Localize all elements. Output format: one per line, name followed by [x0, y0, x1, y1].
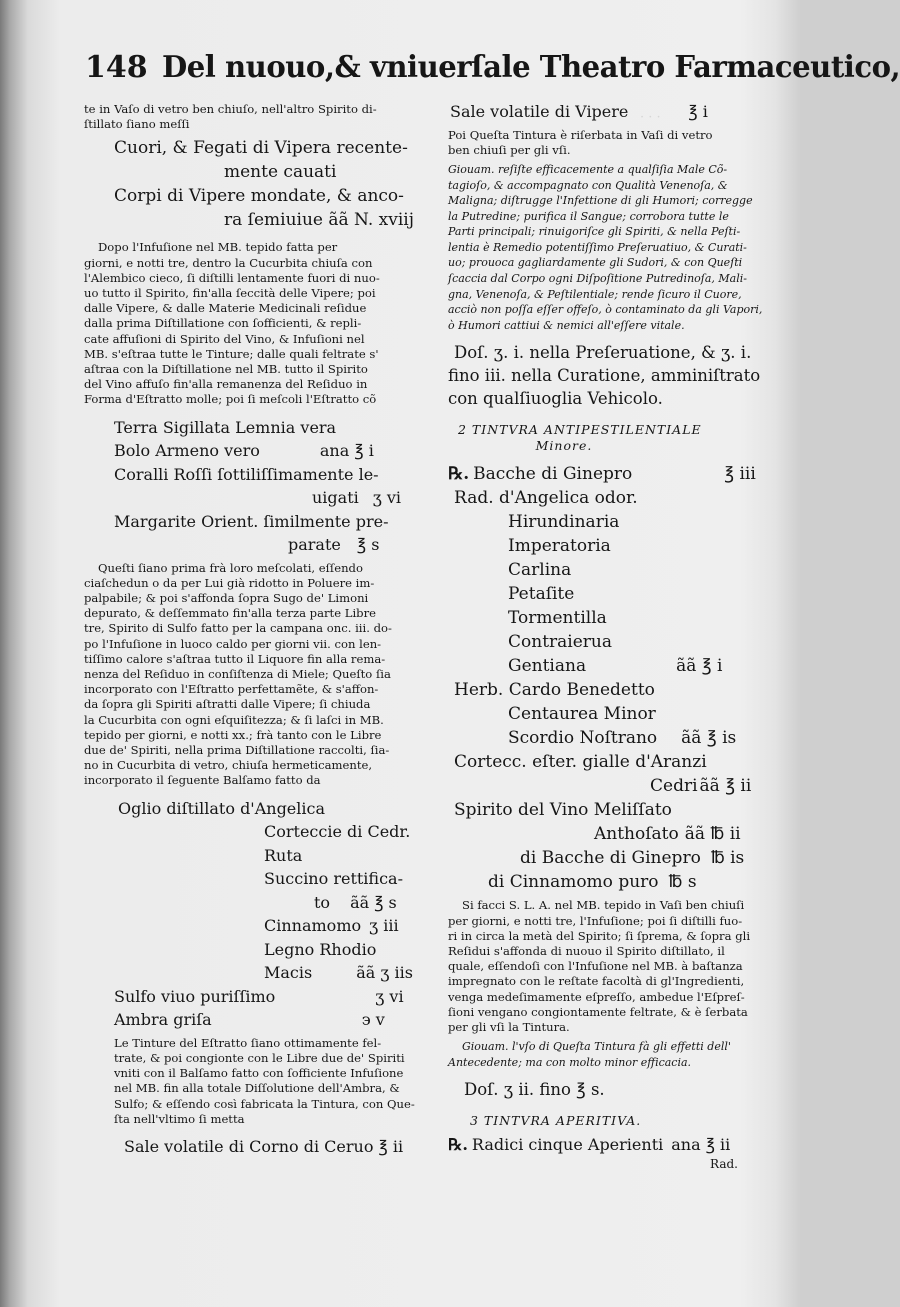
- text-line: te in Vaſo di vetro ben chiuſo, nell'altro Spirito di-: [84, 102, 377, 116]
- page-number: 148: [85, 50, 148, 85]
- ingredient-line: [448, 100, 770, 124]
- text-line: Si facci S. L. A. nel MB. tepido in Vaſi ben chiuſi: [462, 898, 745, 913]
- text-line: Poi Queſta Tintura è riſerbata in Vaſi di vetro: [448, 127, 713, 142]
- closing-ingredient-line: Sale volatile di Corno di Ceruo ℥ ii: [124, 1136, 404, 1156]
- text-line: con qualſiuoglia Vehicolo.: [448, 389, 663, 409]
- paragraph-infusion: [84, 240, 436, 407]
- ingredient-name: Legno Rhodio: [264, 939, 377, 959]
- left-intro: [84, 102, 436, 132]
- ingredient-list: [448, 462, 770, 894]
- ingredient-name: Cinnamomo: [264, 916, 362, 936]
- text-line: la Cucurbita con ogni eſquiſitezza; & ſi laſci in MB.: [84, 712, 384, 727]
- ingredient-amount: ãã ℥ i: [676, 656, 723, 677]
- ingredient-block-b: [84, 416, 436, 557]
- text-line: venga medeſimamente eſpreſſo, ambedue l'Eſpreſ-: [448, 989, 745, 1004]
- text-line: tagioſo, & accompagnato con Qualità Venenoſa, &: [448, 178, 728, 192]
- text-line: Giouam. reſiſte efficacemente a qualſiſia Male Cõ-: [448, 162, 728, 176]
- ingredient-amount: ana ℥ ii: [671, 1135, 731, 1155]
- text-line: uo tutto il Spirito, fin'alla ſeccità delle Vipere; poi: [84, 286, 376, 301]
- text-line: trate, & poi congionte con le Libre due de' Spiriti: [114, 1050, 405, 1065]
- section-title: 2 TINTVRA ANTIPESTILENTIALE: [458, 422, 702, 438]
- ingredient-line: [84, 844, 436, 868]
- running-title: Del nuouo,& vniuerſale Theatro Farmaceutico,: [161, 50, 900, 85]
- text-line: Forma d'Eſtratto molle; poi ſi meſcoli l'Eſtratto cõ: [84, 392, 377, 407]
- text-line: ſcaccia dal Corpo ogni Diſpoſitione Putredinoſa, Mali-: [448, 272, 747, 286]
- text-line: del Vino affuſo fin'alla remanenza del Reſiduo in: [84, 377, 368, 392]
- paragraph-usage: [448, 1039, 770, 1070]
- ingredient-line: [448, 798, 770, 822]
- ingredient-line: [84, 1008, 436, 1032]
- ingredient-line: [84, 891, 436, 915]
- text-line: tepido per giorni, e notti xx.; frà tanto con le Libre: [84, 727, 382, 742]
- ingredient-name: Bacche di Ginepro: [473, 464, 633, 485]
- ingredient-amount: ʒ vi: [375, 986, 404, 1006]
- text-line: cate affuſioni di Spirito del Vino, & Infuſioni nel: [84, 331, 365, 346]
- paragraph-tinctures: [84, 1036, 436, 1127]
- ingredient-line: [448, 510, 770, 534]
- text-line: tiſſimo calore s'aſtraa tutto il Liquore fin alla rema-: [84, 651, 386, 666]
- text-line: aſtraa con la Diſtillatione nel MB. tutto il Spirito: [84, 362, 368, 377]
- ingredient-amount: ℥ i: [688, 102, 708, 121]
- text-line: Antecedente; ma con molto minor efficacia.: [448, 1055, 692, 1069]
- ingredient-line: [448, 534, 770, 558]
- right-column: [448, 100, 770, 1172]
- ingredient-name: Sale volatile di Vipere: [450, 102, 629, 121]
- ingredient-name: Herb. Cardo Benedetto: [454, 680, 655, 701]
- ingredient-block-c: [84, 797, 436, 1032]
- text-line: ſioni vengano congiontamente feltrate, & è ſerbata: [448, 1004, 748, 1019]
- ingredient-name: di Bacche di Ginepro: [520, 848, 701, 869]
- ingredient-line: [448, 582, 770, 606]
- ingredient-line: mente cauati: [224, 162, 337, 183]
- page-header: [85, 50, 900, 100]
- ingredient-name: Terra Sigillata Lemnia vera: [114, 417, 337, 437]
- text-line: tre, Spirito di Sulfo fatto per la campana onc. iii. do-: [84, 621, 392, 636]
- text-line: MB. s'eſtraa tutte le Tinture; dalle quali feltrate s': [84, 346, 379, 361]
- paragraph-mixing: [84, 561, 436, 789]
- ingredient-name: Carlina: [508, 560, 572, 581]
- ingredient-line: [84, 416, 436, 440]
- ingredient-line: [84, 914, 436, 938]
- text-line: ri in circa la metà del Spirito; ſi ſprema, & ſopra gli: [448, 928, 751, 943]
- ingredient-line: ra ſemiuiue ãã N. xviij: [224, 210, 414, 231]
- ingredient-name: Macis: [264, 963, 313, 983]
- paragraph-benefits: [448, 162, 770, 334]
- text-line: acciò non poſſa eſſer offeſo, ò contaminato da gli Vapori,: [448, 303, 763, 317]
- ingredient-name: Ambra griſa: [114, 1010, 212, 1030]
- text-line: dalle Vipere, & dalle Materie Medicinali reſidue: [84, 301, 367, 316]
- text-line: ſtillato ſiano meſſi: [84, 117, 190, 132]
- recipe-symbol: ℞.: [448, 464, 470, 485]
- ingredient-line: [448, 630, 770, 654]
- ingredient-line: [84, 439, 436, 463]
- ingredient-amount: ℥ iii: [724, 464, 756, 485]
- ingredient-line: Corpi di Vipere mondate, & anco-: [114, 186, 404, 207]
- ingredient-line: [448, 846, 770, 870]
- ingredient-name: Corteccie di Cedr.: [264, 822, 411, 842]
- text-line: giorni, e notti tre, dentro la Cucurbita chiuſa con: [84, 255, 373, 270]
- ingredient-amount: ʒ vi: [372, 488, 402, 508]
- ingredient-amount: ϶ v: [361, 1010, 385, 1030]
- text-line: po l'Infuſione in luoco caldo per giorni vii. con len-: [84, 636, 382, 651]
- text-line: Dopo l'Infuſione nel MB. tepido fatta per: [98, 240, 338, 255]
- left-column: [84, 100, 436, 1158]
- ingredient-amount: ℔ is: [710, 848, 745, 869]
- text-line: impregnato con le reſtate facoltà di gl'Ingredienti,: [448, 974, 745, 989]
- ingredient-amount: ãã ℥ ii: [699, 776, 752, 797]
- ingredient-name: Succino rettifica-: [264, 869, 403, 889]
- ingredient-amount: ãã ʒ iis: [356, 963, 413, 983]
- ingredient-line: [448, 558, 770, 582]
- ingredient-amount: ãã ℔ ii: [684, 824, 741, 845]
- ingredient-line: [84, 463, 436, 487]
- ingredient-name: uigati: [312, 488, 359, 508]
- ingredient-line: [84, 961, 436, 985]
- text-line: gna, Venenoſa, & Peſtilentiale; rende ſicuro il Cuore,: [448, 287, 742, 301]
- ingredient-line: [448, 462, 770, 486]
- ingredient-line: [448, 1133, 770, 1157]
- ingredient-amount: ãã ℥ s: [350, 892, 397, 912]
- ingredient-name: parate: [288, 535, 341, 555]
- ingredient-amount: ãã ℥ is: [681, 728, 737, 749]
- text-line: vniti con il Balſamo fatto con ſofficiente Infuſione: [114, 1066, 404, 1081]
- ingredient-line: [84, 797, 436, 821]
- text-line: fino iii. nella Curatione, amminiſtrato: [448, 366, 761, 386]
- ingredient-line: [448, 822, 770, 846]
- catchword: Rad.: [710, 1156, 738, 1171]
- ingredient-name: Imperatoria: [508, 536, 611, 557]
- ingredient-line: [448, 654, 770, 678]
- ingredient-line: [84, 486, 436, 510]
- text-line: Sulfo; & eſſendo così fabricata la Tintura, con Que-: [114, 1096, 415, 1111]
- paragraph-preparation: [448, 898, 770, 1035]
- text-line: incorporato il ſeguente Balſamo fatto da: [84, 773, 321, 788]
- section-title: 3 TINTVRA APERITIVA.: [470, 1113, 642, 1129]
- ingredient-name: Anthoſato: [594, 824, 679, 845]
- text-line: quale, eſſendoſi con l'Infuſione nel MB. à baſtanza: [448, 959, 743, 974]
- text-line: ſta nell'vltimo ſi metta: [114, 1111, 245, 1126]
- text-line: da ſopra gli Spiriti aſtratti dalle Vipere; ſi chiuda: [84, 697, 371, 712]
- text-line: depurato, & deſſemmato fin'alla terza parte Libre: [84, 606, 376, 621]
- ingredient-line: [448, 774, 770, 798]
- ingredient-name: Spirito del Vino Meliſſato: [454, 800, 672, 821]
- ingredient-line: [448, 678, 770, 702]
- ingredient-amount: ℥ s: [356, 535, 380, 555]
- ingredient-line: [84, 985, 436, 1009]
- show-through-decoration: · · ·: [640, 110, 661, 125]
- dosage-block: [448, 341, 770, 410]
- ingredient-name: Sulfo viuo puriſſimo: [114, 986, 276, 1006]
- ingredient-line: [448, 606, 770, 630]
- text-line: nenza del Reſiduo in conſiſtenza di Miele; Queſto ſia: [84, 667, 391, 682]
- ingredient-name: Scordio Noſtrano: [508, 728, 658, 749]
- text-line: no in Cucurbita di vetro, chiuſa hermeticamente,: [84, 758, 373, 773]
- text-line: l'Alembico cieco, ſi diſtilli lentamente fuori di nuo-: [84, 270, 380, 285]
- ingredient-block-a: [84, 136, 436, 232]
- ingredient-line: [84, 938, 436, 962]
- text-line: Queſti ſiano prima frà loro meſcolati, eſſendo: [98, 560, 363, 575]
- text-line: incorporato con l'Eſtratto perfettamẽte, & s'affon-: [84, 682, 379, 697]
- text-line: Maligna; diſtrugge l'Infettione di gli Humori; corregge: [448, 194, 753, 208]
- text-line: per giorni, e notti tre, l'Infuſione; poi ſi diſtilli fuo-: [448, 913, 743, 928]
- ingredient-line: [84, 867, 436, 891]
- text-line: uo; prouoca gagliardamente gli Sudori, & con Queſti: [448, 256, 743, 270]
- text-line: ciaſchedun o da per Lui già ridotto in Poluere im-: [84, 575, 375, 590]
- ingredient-line: Cuori, & Fegati di Vipera recente-: [114, 138, 408, 159]
- ingredient-line: [448, 750, 770, 774]
- section-subtitle: Minore.: [535, 438, 593, 454]
- ingredient-amount: ana ℥ i: [319, 441, 374, 461]
- ingredient-name: Petaſite: [508, 584, 575, 605]
- paragraph-storage: [448, 128, 770, 158]
- recipe-symbol: ℞.: [448, 1135, 468, 1155]
- ingredient-name: Tormentilla: [508, 608, 607, 629]
- ingredient-name: Rad. d'Angelica odor.: [454, 488, 638, 509]
- ingredient-line: [84, 510, 436, 534]
- text-line: due de' Spiriti, nella prima Diſtillatione raccolti, ſia-: [84, 743, 390, 758]
- ingredient-name: Cedri: [650, 776, 698, 797]
- ingredient-line: [448, 702, 770, 726]
- ingredient-line: [84, 533, 436, 557]
- text-line: la Putredine; purifica il Sangue; corrobora tutte le: [448, 209, 729, 223]
- text-line: palpabile; & poi s'affonda ſopra Sugo de' Limoni: [84, 591, 369, 606]
- text-line: Parti principali; rinuigoriſce gli Spiriti, & nella Peſti-: [448, 225, 741, 239]
- text-line: Le Tinture del Eſtratto ſiano ottimamente fel-: [114, 1035, 382, 1050]
- text-line: ò Humori cattiui & nemici all'eſſere vitale.: [448, 318, 685, 332]
- text-line: nel MB. fin alla totale Diſſolutione dell'Ambra, &: [114, 1081, 400, 1096]
- text-line: dalla prima Diſtillatione con ſofficienti, & repli-: [84, 316, 362, 331]
- text-line: Reſidui s'affonda di nuouo il Spirito diſtillato, il: [448, 944, 725, 959]
- ingredient-line: [448, 870, 770, 894]
- text-line: ben chiuſi per gli vſi.: [448, 142, 571, 157]
- ingredient-amount: ℔ s: [668, 872, 697, 893]
- ingredient-name: to: [314, 892, 331, 912]
- ingredient-name: Oglio diſtillato d'Angelica: [118, 798, 326, 818]
- text-line: per gli vſi la Tintura.: [448, 1020, 570, 1035]
- ingredient-name: Cortecc. eſter. gialle d'Aranzi: [454, 752, 707, 773]
- ingredient-name: Ruta: [264, 845, 303, 865]
- ingredient-amount: ʒ iii: [369, 916, 399, 936]
- text-line: Giouam. l'vſo di Queſta Tintura fà gli effetti dell': [462, 1040, 731, 1054]
- ingredient-line: [448, 726, 770, 750]
- dosage-line: Doſ. ʒ ii. fino ℥ s.: [464, 1080, 605, 1100]
- ingredient-line: [84, 820, 436, 844]
- ingredient-name: Gentiana: [508, 656, 587, 677]
- ingredient-line: [448, 486, 770, 510]
- text-line: lentia è Remedio potentiſſimo Preſeruatiuo, & Curati-: [448, 240, 747, 254]
- ingredient-name: Radici cinque Aperienti: [471, 1135, 664, 1155]
- ingredient-name: Coralli Roſſi ſottiliſſimamente le-: [114, 464, 379, 484]
- text-line: Doſ. ʒ. i. nella Preſeruatione, & ʒ. i.: [454, 343, 752, 363]
- ingredient-name: di Cinnamomo puro: [488, 872, 659, 893]
- ingredient-name: Hirundinaria: [508, 512, 620, 533]
- ingredient-name: Margarite Orient. ſimilmente pre-: [114, 511, 389, 531]
- ingredient-name: Bolo Armeno vero: [114, 441, 260, 461]
- ingredient-name: Centaurea Minor: [508, 704, 656, 725]
- ingredient-name: Contraierua: [508, 632, 612, 653]
